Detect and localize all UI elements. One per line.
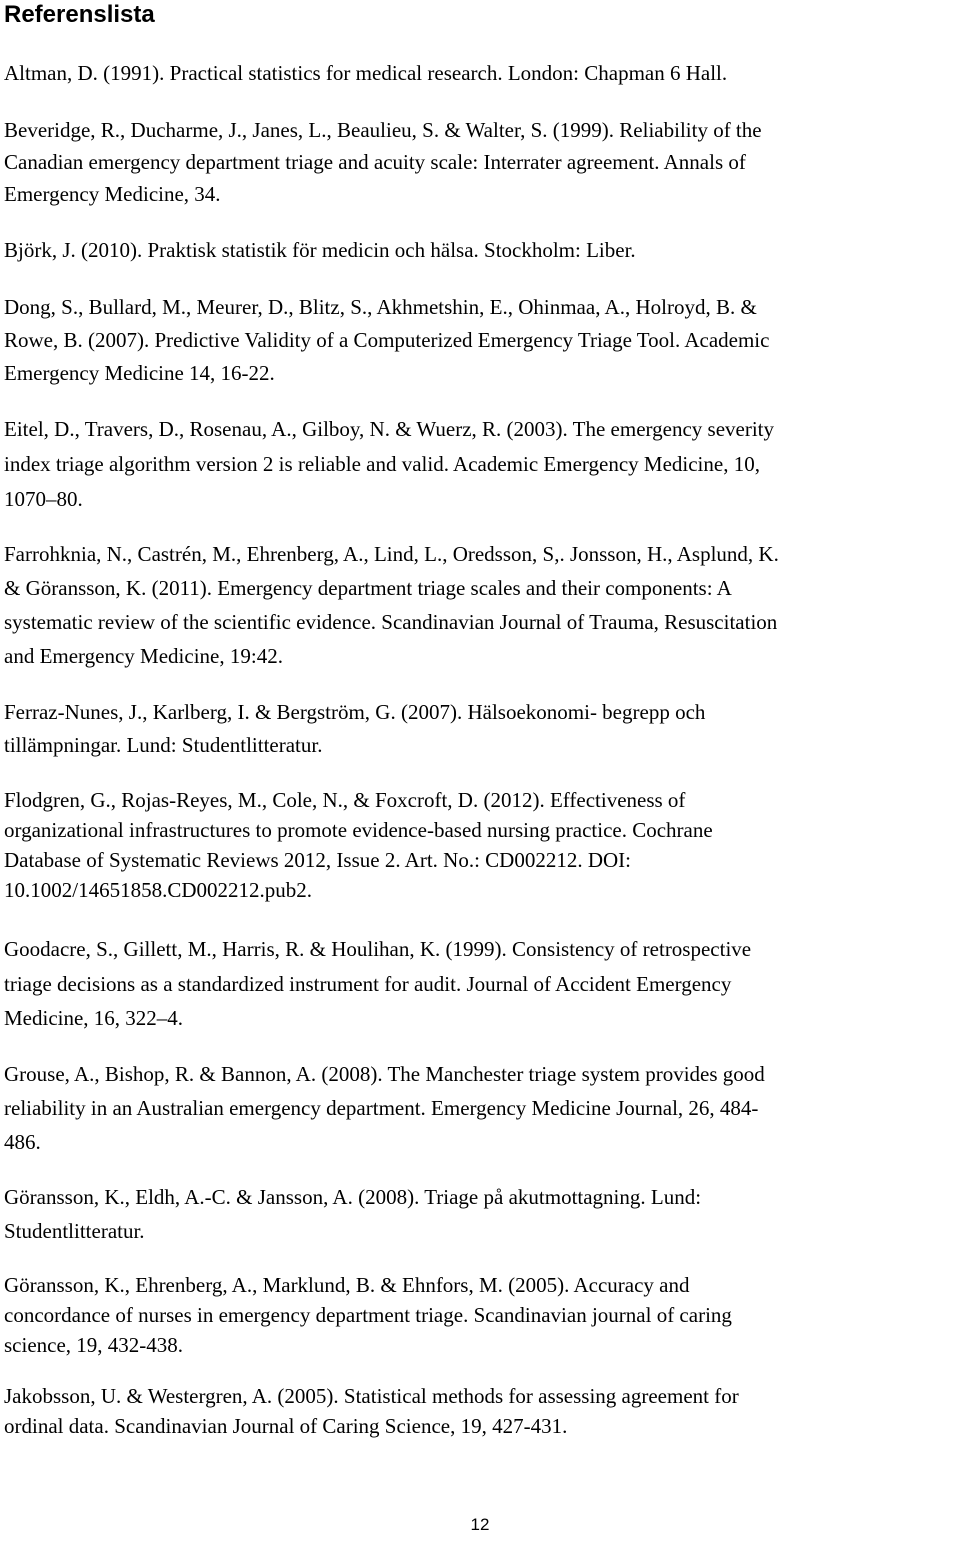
reference-line: Flodgren, G., Rojas-Reyes, M., Cole, N., & Foxcroft, D. (2012). Effectiveness of bbox=[4, 788, 686, 812]
reference-line: Database of Systematic Reviews 2012, Issue 2. Art. No.: CD002212. DOI: bbox=[4, 848, 631, 872]
reference-line: Canadian emergency department triage and acuity scale: Interrater agreement. Annals of bbox=[4, 150, 746, 174]
reference-line: Farrohknia, N., Castrén, M., Ehrenberg, A., Lind, L., Oredsson, S,. Jonsson, H., Asplund, K. bbox=[4, 542, 779, 566]
reference-line: Rowe, B. (2007). Predictive Validity of a Computerized Emergency Triage Tool. Academic bbox=[4, 328, 770, 352]
reference-line: 486. bbox=[4, 1130, 41, 1154]
reference-line: Björk, J. (2010). Praktisk statistik för medicin och hälsa. Stockholm: Liber. bbox=[4, 238, 636, 262]
reference-line: Jakobsson, U. & Westergren, A. (2005). Statistical methods for assessing agreement for bbox=[4, 1384, 739, 1408]
reference-line: science, 19, 432-438. bbox=[4, 1333, 184, 1357]
reference-line: ordinal data. Scandinavian Journal of Caring Science, 19, 427-431. bbox=[4, 1414, 568, 1438]
reference-line: reliability in an Australian emergency department. Emergency Medicine Journal, 26, 484- bbox=[4, 1096, 759, 1120]
reference-line: Ferraz-Nunes, J., Karlberg, I. & Bergström, G. (2007). Hälsoekonomi- begrepp och bbox=[4, 700, 706, 724]
reference-line: & Göransson, K. (2011). Emergency department triage scales and their components: A bbox=[4, 576, 732, 600]
reference-line: Göransson, K., Eldh, A.-C. & Jansson, A. (2008). Triage på akutmottagning. Lund: bbox=[4, 1185, 702, 1209]
reference-line: Emergency Medicine, 34. bbox=[4, 182, 221, 206]
reference-line: Studentlitteratur. bbox=[4, 1219, 145, 1243]
reference-line: Goodacre, S., Gillett, M., Harris, R. & Houlihan, K. (1999). Consistency of retrospective bbox=[4, 937, 752, 961]
reference-line: concordance of nurses in emergency department triage. Scandinavian journal of caring bbox=[4, 1303, 732, 1327]
reference-line: Beveridge, R., Ducharme, J., Janes, L., Beaulieu, S. & Walter, S. (1999). Reliability of the bbox=[4, 118, 762, 142]
reference-line: systematic review of the scientific evidence. Scandinavian Journal of Trauma, Resuscitation bbox=[4, 610, 778, 634]
reference-line: Dong, S., Bullard, M., Meurer, D., Blitz, S., Akhmetshin, E., Ohinmaa, A., Holroyd, B. & bbox=[4, 295, 757, 319]
reference-line: organizational infrastructures to promote evidence-based nursing practice. Cochrane bbox=[4, 818, 713, 842]
reference-line: and Emergency Medicine, 19:42. bbox=[4, 644, 283, 668]
reference-line: Altman, D. (1991). Practical statistics for medical research. London: Chapman 6 Hall. bbox=[4, 61, 728, 85]
page-heading: Referenslista bbox=[4, 1, 155, 28]
reference-line: Emergency Medicine 14, 16-22. bbox=[4, 361, 275, 385]
reference-line: tillämpningar. Lund: Studentlitteratur. bbox=[4, 733, 323, 757]
reference-line: 10.1002/14651858.CD002212.pub2. bbox=[4, 878, 313, 902]
reference-line: 1070–80. bbox=[4, 487, 83, 511]
reference-line: index triage algorithm version 2 is reliable and valid. Academic Emergency Medicine, 10, bbox=[4, 452, 760, 476]
reference-line: Göransson, K., Ehrenberg, A., Marklund, B. & Ehnfors, M. (2005). Accuracy and bbox=[4, 1273, 690, 1297]
reference-line: Eitel, D., Travers, D., Rosenau, A., Gilboy, N. & Wuerz, R. (2003). The emergency severity bbox=[4, 417, 774, 441]
reference-line: Grouse, A., Bishop, R. & Bannon, A. (2008). The Manchester triage system provides good bbox=[4, 1062, 765, 1086]
reference-line: triage decisions as a standardized instrument for audit. Journal of Accident Emergency bbox=[4, 972, 732, 996]
reference-line: Medicine, 16, 322–4. bbox=[4, 1006, 184, 1030]
page-number: 12 bbox=[470, 1515, 490, 1534]
